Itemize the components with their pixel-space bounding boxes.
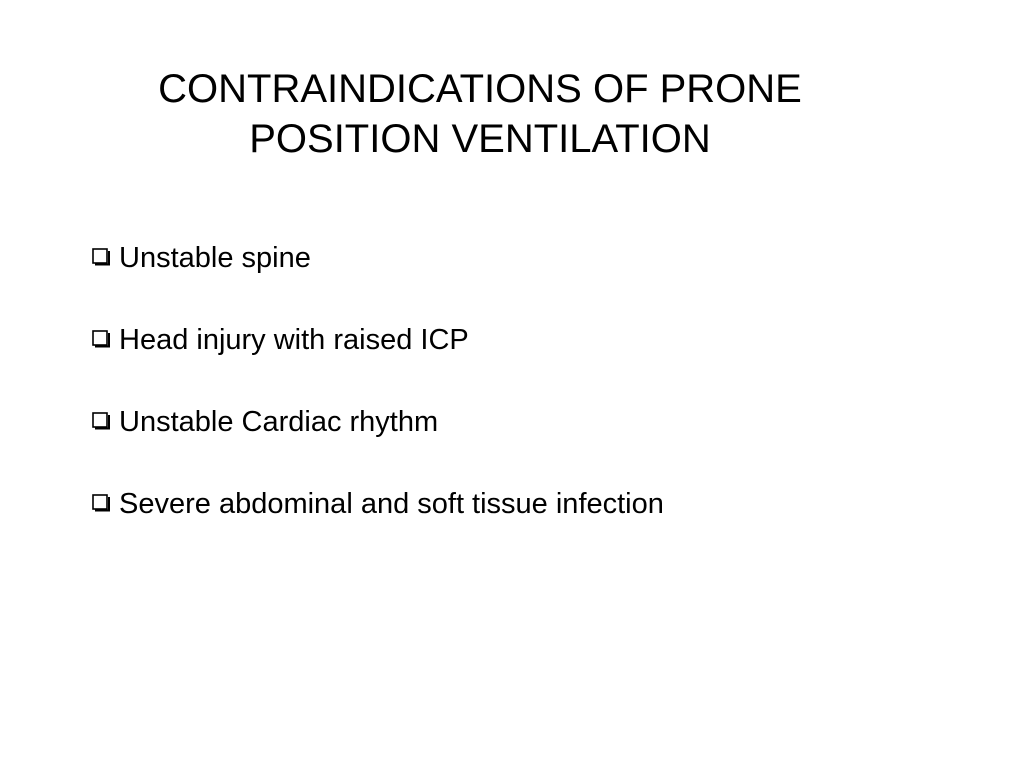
- bullet-text: Severe abdominal and soft tissue infection: [119, 488, 664, 520]
- title-line-1: CONTRAINDICATIONS OF PRONE: [158, 67, 802, 111]
- bullet-item-cardiac-rhythm: [92, 402, 972, 442]
- bullet-text: Head injury with raised ICP: [119, 324, 469, 356]
- checkbox-icon: [92, 494, 110, 512]
- bullet-item-unstable-spine: [92, 238, 972, 278]
- bullet-item-infection: [92, 484, 972, 524]
- bullet-item-head-injury: [92, 320, 972, 360]
- checkbox-icon: [92, 248, 110, 266]
- checkbox-icon: [92, 412, 110, 430]
- bullet-text: Unstable spine: [119, 242, 311, 274]
- title-line-2: POSITION VENTILATION: [249, 117, 711, 161]
- slide-title: [90, 64, 870, 164]
- bullet-list: [92, 238, 972, 566]
- checkbox-icon: [92, 330, 110, 348]
- bullet-text: Unstable Cardiac rhythm: [119, 406, 439, 438]
